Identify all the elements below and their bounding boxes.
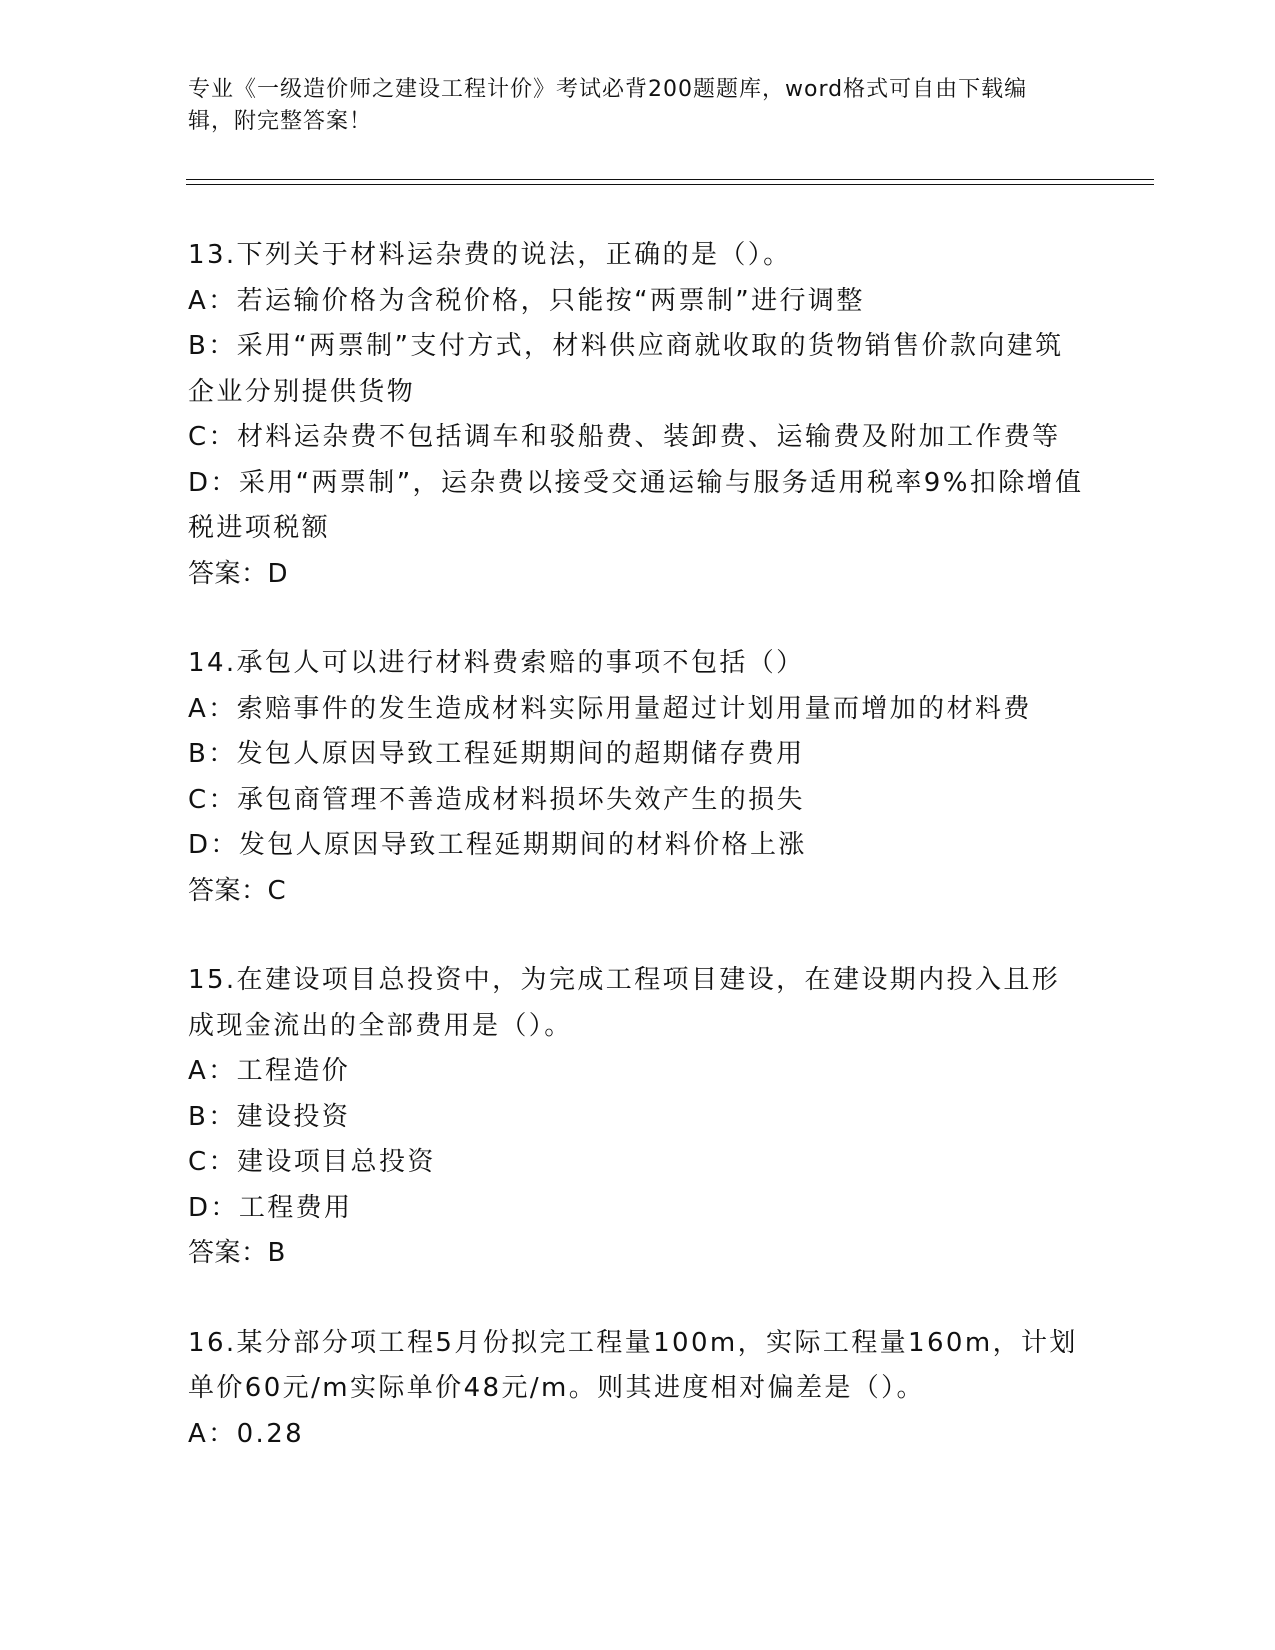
option-a: A：工程造价 — [188, 1056, 351, 1086]
option-d: D：采用“两票制”，运杂费以接受交通运输与服务适用税率9%扣除增值税进项税额 — [188, 467, 1084, 543]
question-16 — [188, 1321, 1088, 1458]
option-b: B：发包人原因导致工程延期期间的超期储存费用 — [188, 739, 805, 769]
header-divider-top — [186, 179, 1154, 180]
option-a: A：若运输价格为含税价格，只能按“两票制”进行调整 — [188, 285, 865, 316]
header-divider-bottom — [186, 184, 1154, 185]
option-d: D：工程费用 — [188, 1192, 353, 1223]
option-c: C：建设项目总投资 — [188, 1147, 436, 1177]
question-13 — [188, 233, 1088, 597]
answer-label: 答案：B — [188, 1238, 286, 1268]
option-b: B：采用“两票制”支付方式，材料供应商就收取的货物销售价款向建筑企业分别提供货物 — [188, 331, 1064, 407]
answer-label: 答案：D — [188, 558, 289, 589]
option-b: B：建设投资 — [188, 1101, 351, 1132]
question-list — [188, 233, 1088, 1501]
question-stem: 14.承包人可以进行材料费索赔的事项不包括（） — [188, 648, 805, 678]
option-c: C：承包商管理不善造成材料损坏失效产生的损失 — [188, 784, 805, 815]
option-a: A：索赔事件的发生造成材料实际用量超过计划用量而增加的材料费 — [188, 693, 1032, 724]
option-a: A：0.28 — [188, 1418, 305, 1449]
question-stem: 16.某分部分项工程5月份拟完工程量100m，实际工程量160m，计划单价60元/m实际单价48元/m。则其进度相对偏差是（）。 — [188, 1327, 1078, 1403]
question-stem: 15.在建设项目总投资中，为完成工程项目建设，在建设期内投入且形成现金流出的全部费用是（）。 — [188, 965, 1061, 1041]
document-header: 专业《一级造价师之建设工程计价》考试必背200题题库，word格式可自由下载编辑，附完整答案！ — [188, 77, 1028, 134]
question-stem: 13.下列关于材料运杂费的说法，正确的是（）。 — [188, 240, 792, 270]
question-14 — [188, 641, 1088, 914]
answer-label: 答案：C — [188, 875, 287, 906]
option-d: D：发包人原因导致工程延期期间的材料价格上涨 — [188, 830, 807, 860]
question-15 — [188, 958, 1088, 1277]
option-c: C：材料运杂费不包括调车和驳船费、装卸费、运输费及附加工作费等 — [188, 422, 1061, 452]
